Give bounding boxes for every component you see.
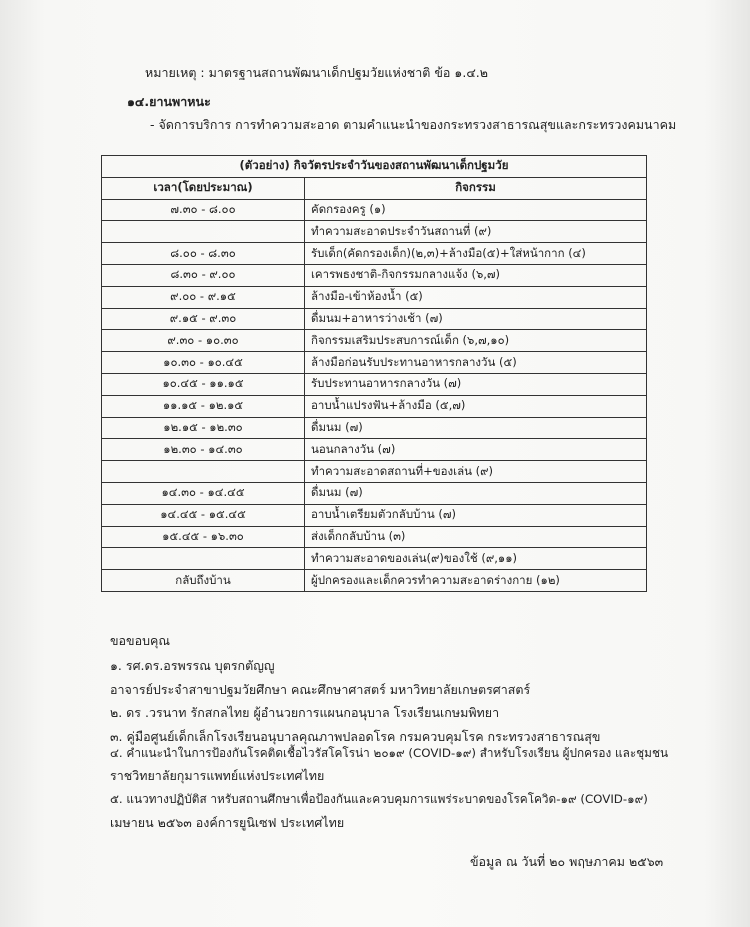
table-row xyxy=(102,264,647,286)
table-row xyxy=(102,373,647,395)
time-cell: ๑๑.๑๕ - ๑๒.๑๕ xyxy=(102,395,305,417)
table-row xyxy=(102,308,647,330)
footer-date: ข้อมูล ณ วันที่ ๒๐ พฤษภาคม ๒๕๖๓ xyxy=(470,854,664,869)
thanks-line: ๓. คู่มือศูนย์เด็กเล็กโรงเรียนอนุบาลคุณภาพปลอดโรค กรมควบคุมโรค กระทรวงสาธารณสุข xyxy=(110,729,601,744)
thanks-line: อาจารย์ประจำสาขาปฐมวัยศึกษา คณะศึกษาศาสตร์ มหาวิทยาลัยเกษตรศาสตร์ xyxy=(110,682,531,697)
table-row xyxy=(102,395,647,417)
table-row xyxy=(102,221,647,243)
section-bullet: - จัดการบริการ การทำความสะอาด ตามคำแนะนำของกระทรวงสาธารณสุขและกระทรวงคมนาคม xyxy=(150,117,677,132)
table-row xyxy=(102,243,647,265)
activity-cell: ดื่มนม (๗) xyxy=(305,417,647,439)
activity-cell: ดื่มนม+อาหารว่างเช้า (๗) xyxy=(305,308,647,330)
activity-cell: ทำความสะอาดประจำวันสถานที่ (๙) xyxy=(305,221,647,243)
time-cell xyxy=(102,461,305,483)
time-cell xyxy=(102,548,305,570)
activity-cell: ล้างมือก่อนรับประทานอาหารกลางวัน (๕) xyxy=(305,352,647,374)
thanks-line: ๔. คำแนะนำในการป้องกันโรคติดเชื้อไวรัสโคโรน่า ๒๐๑๙ (COVID-๑๙) สำหรับโรงเรียน ผู้ปกครอง และชุมชน xyxy=(110,746,669,760)
activity-cell: ส่งเด็กกลับบ้าน (๓) xyxy=(305,526,647,548)
activity-cell: นอนกลางวัน (๗) xyxy=(305,439,647,461)
time-cell: ๑๐.๔๕ - ๑๑.๑๕ xyxy=(102,373,305,395)
table-row xyxy=(102,352,647,374)
table-row xyxy=(102,286,647,308)
activity-cell: ดื่มนม (๗) xyxy=(305,482,647,504)
activity-cell: คัดกรองครู (๑) xyxy=(305,199,647,221)
time-cell: ๑๒.๑๕ - ๑๒.๓๐ xyxy=(102,417,305,439)
activity-cell: รับประทานอาหารกลางวัน (๗) xyxy=(305,373,647,395)
table-row xyxy=(102,439,647,461)
table-title-row xyxy=(102,156,647,178)
table-title: (ตัวอย่าง) กิจวัตรประจำวันของสถานพัฒนาเด็กปฐมวัย xyxy=(102,156,647,178)
routine-table xyxy=(101,155,647,592)
time-cell: ๑๔.๓๐ - ๑๔.๔๕ xyxy=(102,482,305,504)
table-row xyxy=(102,504,647,526)
column-header-time: เวลา(โดยประมาณ) xyxy=(102,177,305,199)
time-cell: ๙.๐๐ - ๙.๑๕ xyxy=(102,286,305,308)
time-cell: ๑๒.๓๐ - ๑๔.๓๐ xyxy=(102,439,305,461)
table-header-row xyxy=(102,177,647,199)
activity-cell: ทำความสะอาดของเล่น(๙)ของใช้ (๙,๑๑) xyxy=(305,548,647,570)
thanks-line: เมษายน ๒๕๖๓ องค์การยูนิเซฟ ประเทศไทย xyxy=(110,815,345,830)
table-row xyxy=(102,461,647,483)
thanks-line: ๑. รศ.ดร.อรพรรณ บุตรกตัญญู xyxy=(110,658,275,673)
time-cell: ๘.๓๐ - ๙.๐๐ xyxy=(102,264,305,286)
time-cell xyxy=(102,221,305,243)
table-row xyxy=(102,570,647,592)
section-heading: ๑๔.ยานพาหนะ xyxy=(127,94,211,109)
table-row xyxy=(102,482,647,504)
table-body xyxy=(102,199,647,591)
activity-cell: ล้างมือ-เข้าห้องน้ำ (๕) xyxy=(305,286,647,308)
thanks-line: ๒. ดร .วรนาท รักสกลไทย ผู้อำนวยการแผนกอนุบาล โรงเรียนเกษมพิทยา xyxy=(110,705,500,720)
activity-cell: เคารพธงชาติ-กิจกรรมกลางแจ้ง (๖,๗) xyxy=(305,264,647,286)
time-cell: ๑๔.๔๕ - ๑๕.๔๕ xyxy=(102,504,305,526)
table-row xyxy=(102,526,647,548)
thanks-line: ๕. แนวทางปฏิบัติส าหรับสถานศึกษาเพื่อป้องกันและควบคุมการแพร่ระบาดของโรคโควิด-๑๙ (COVID-๑๙) xyxy=(110,792,648,806)
time-cell: ๙.๑๕ - ๙.๓๐ xyxy=(102,308,305,330)
activity-cell: อาบน้ำเตรียมตัวกลับบ้าน (๗) xyxy=(305,504,647,526)
table-row xyxy=(102,330,647,352)
time-cell: ๑๐.๓๐ - ๑๐.๔๕ xyxy=(102,352,305,374)
activity-cell: กิจกรรมเสริมประสบการณ์เด็ก (๖,๗,๑๐) xyxy=(305,330,647,352)
time-cell: ๑๕.๔๕ - ๑๖.๓๐ xyxy=(102,526,305,548)
activity-cell: รับเด็ก(คัดกรองเด็ก)(๒,๓)+ล้างมือ(๕)+ใส่หน้ากาก (๔) xyxy=(305,243,647,265)
activity-cell: อาบน้ำแปรงฟัน+ล้างมือ (๕,๗) xyxy=(305,395,647,417)
time-cell: ๗.๓๐ - ๘.๐๐ xyxy=(102,199,305,221)
note-text: หมายเหตุ : มาตรฐานสถานพัฒนาเด็กปฐมวัยแห่งชาติ ข้อ ๑.๔.๒ xyxy=(145,65,488,80)
thanks-heading: ขอขอบคุณ xyxy=(110,633,170,648)
activity-cell: ทำความสะอาดสถานที่+ของเล่น (๙) xyxy=(305,461,647,483)
time-cell: กลับถึงบ้าน xyxy=(102,570,305,592)
column-header-activity: กิจกรรม xyxy=(305,177,647,199)
thanks-line: ราชวิทยาลัยกุมารแพทย์แห่งประเทศไทย xyxy=(110,768,325,783)
table-row xyxy=(102,417,647,439)
table-row xyxy=(102,199,647,221)
time-cell: ๙.๓๐ - ๑๐.๓๐ xyxy=(102,330,305,352)
table-row xyxy=(102,548,647,570)
time-cell: ๘.๐๐ - ๘.๓๐ xyxy=(102,243,305,265)
activity-cell: ผู้ปกครองและเด็กควรทำความสะอาดร่างกาย (๑๒) xyxy=(305,570,647,592)
